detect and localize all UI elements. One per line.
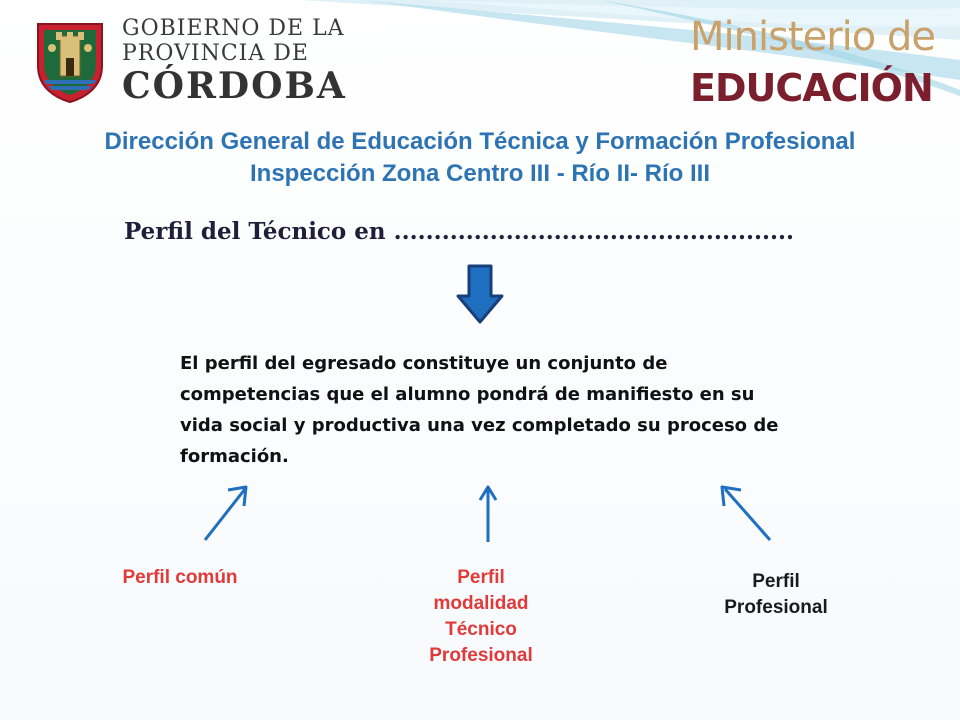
ministerio-line2: EDUCACIÓN: [690, 66, 933, 110]
label-modalidad-line: Perfil: [457, 567, 505, 588]
label-profesional-line: Perfil: [752, 571, 800, 592]
cordoba-line2: PROVINCIA DE: [122, 41, 309, 66]
ministerio-logo: [690, 14, 940, 110]
perfil-title: Perfil del Técnico en ..................................................: [124, 218, 795, 245]
arrow-to-definition-right-icon: [722, 487, 770, 540]
perfil-definition: El perfil del egresado constituye un conjunto de competencias que el alumno pondrá de manifiesto en su vida social y productiva una vez completado su proceso de formación.: [180, 353, 779, 467]
label-modalidad-line: Técnico: [445, 619, 517, 640]
heading-direccion: Dirección General de Educación Técnica y Formación Profesional: [104, 128, 856, 155]
label-profesional-line: Profesional: [724, 597, 828, 618]
label-perfil-comun: Perfil común: [122, 567, 238, 588]
label-modalidad-line: modalidad: [433, 593, 529, 614]
cordoba-logo-text: [122, 16, 347, 107]
ministerio-line1: Ministerio de: [690, 14, 935, 60]
cordoba-shield-icon: [34, 18, 106, 104]
cordoba-line3: CÓRDOBA: [122, 65, 347, 107]
label-perfil-modalidad: [381, 565, 581, 669]
up-arrows: [0, 480, 960, 550]
heading-inspeccion: Inspección Zona Centro III - Río II- Río III: [249, 160, 711, 187]
cordoba-line1: GOBIERNO DE LA: [122, 16, 345, 41]
label-perfil-profesional: [676, 569, 876, 621]
label-modalidad-line: Profesional: [429, 645, 533, 666]
arrow-to-definition-center-icon: [480, 487, 496, 542]
arrow-to-definition-left-icon: [205, 487, 246, 540]
down-arrow-icon: [455, 264, 505, 326]
cordoba-logo: [34, 14, 347, 107]
